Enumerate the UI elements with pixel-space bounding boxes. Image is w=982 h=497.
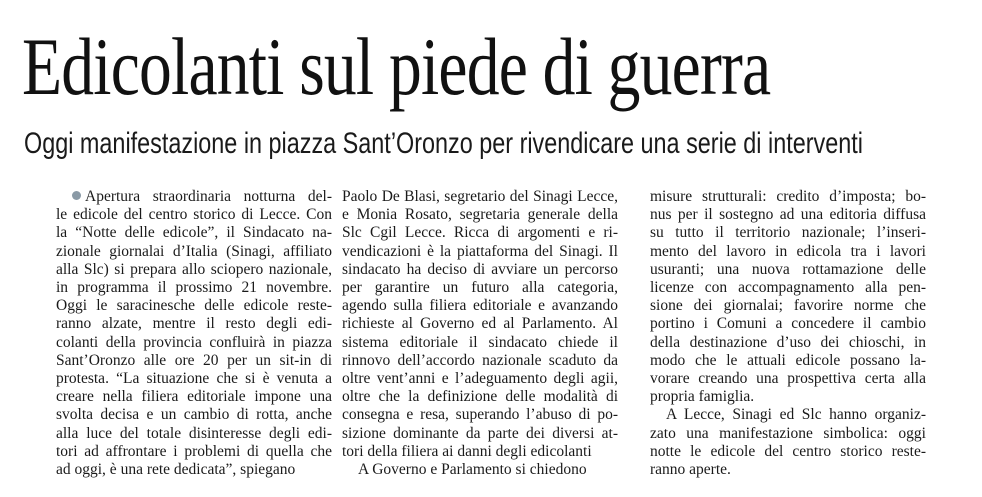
subheadline: Oggi manifestazione in piazza Sant’Oronzo per rivendicare una serie di interventi xyxy=(24,127,863,160)
article-text-line: licenze con accompagnamento alla pen- xyxy=(650,279,926,297)
article-text-line: Sant’Oronzo alle ore 20 per un sit-in di xyxy=(56,351,332,369)
article-text-line: Paolo De Blasi, segretario del Sinagi Lecce, xyxy=(342,188,618,205)
article-text-line: notte le edicole del centro storico reste- xyxy=(650,442,926,460)
article-text-line: protesta. “La situazione che si è venuta a xyxy=(56,370,332,388)
article-text-line: sione dei giornalai; favorire norme che xyxy=(650,297,926,315)
article-text-line: ranno aperte. xyxy=(650,461,731,479)
bullet-icon xyxy=(72,191,81,200)
article-text-line: propria famiglia. xyxy=(650,388,755,406)
article-text-line: della destinazione d’uso dei chioschi, in xyxy=(650,333,926,351)
article-text-line: Oggi le saracinesche delle edicole reste- xyxy=(56,297,332,315)
article-text-line: oltre vent’anni e l’adeguamento degli agii, xyxy=(342,370,618,388)
article-text-line: le edicole del centro storico di Lecce. Con xyxy=(56,206,332,224)
article-column-2 xyxy=(342,188,618,479)
headline: Edicolanti sul piede di guerra xyxy=(22,21,771,112)
article-text-line: zionale giornalai d’Italia (Sinagi, affiliato xyxy=(56,242,332,260)
article-text-line: colanti della provincia confluirà in piazza xyxy=(56,333,332,351)
article-text-line: richieste al Governo ed al Parlamento. Al xyxy=(342,315,618,333)
article-text-line: sistema editoriale il sindacato chiede il xyxy=(342,333,618,351)
article-text-line xyxy=(56,188,332,206)
article-text-line: ranno alzate, mentre il resto degli edi- xyxy=(56,315,332,333)
article-text-line: alla Slc) si prepara allo sciopero nazionale, xyxy=(56,260,332,278)
article-text-line: la “Notte delle edicole”, il Sindacato na- xyxy=(56,224,332,242)
article-text-line: sizione dominante da parte dei diversi at- xyxy=(342,424,618,442)
article-text-line: rinnovo dell’accordo nazionale scaduto da xyxy=(342,351,618,369)
article-text-line: creare nella filiera editoriale impone una xyxy=(56,388,332,406)
article-text-line: A Governo e Parlamento si chiedono xyxy=(358,461,587,479)
article-text-line: Slc Cgil Lecce. Ricca di argomenti e ri- xyxy=(342,224,618,242)
article-text-line: misure strutturali: credito d’imposta; bo- xyxy=(650,188,926,205)
article-text-line: portino i Comuni a concedere il cambio xyxy=(650,315,926,333)
article-text: Apertura straordinaria notturna del- xyxy=(85,188,332,205)
article-text-line: in programma il prossimo 21 novembre. xyxy=(56,279,332,297)
article-text-line: mento del lavoro in edicola tra i lavori xyxy=(650,242,926,260)
article-column-3 xyxy=(650,188,926,479)
article-text-line: nus per il sostegno ad una editoria diffusa xyxy=(650,206,926,224)
article-text-line: agendo sulla filiera editoriale e avanzando xyxy=(342,297,618,315)
article-text-line: modo che le attuali edicole possano la- xyxy=(650,351,926,369)
article-text-line: su tutto il territorio nazionale; l’inseri- xyxy=(650,224,926,242)
article-text-line: per garantire un futuro alla categoria, xyxy=(342,279,618,297)
article-text-line: ad oggi, è una rete dedicata”, spiegano xyxy=(56,461,296,479)
article-text-line: consegna e resa, superando l’abuso di po- xyxy=(342,406,618,424)
article-text-line: e Monia Rosato, segretaria generale della xyxy=(342,206,618,224)
article-text-line: sindacato ha deciso di avviare un percorso xyxy=(342,260,618,278)
article-text-line: vendicazioni è la piattaforma del Sinagi. Il xyxy=(342,242,618,260)
article-text-line: alla luce del totale disinteresse degli edi- xyxy=(56,424,332,442)
article-text-line: zato una manifestazione simbolica: oggi xyxy=(650,424,926,442)
article-text-line: A Lecce, Sinagi ed Slc hanno organiz- xyxy=(666,406,926,424)
article-text-line: tori della filiera ai danni degli edicolanti xyxy=(342,442,592,460)
article-text-line: tori ad affrontare i problemi di quella che xyxy=(56,442,332,460)
article-text-line: vorare creando una prospettiva certa alla xyxy=(650,370,926,388)
article-text-line: usuranti; una nuova rottamazione delle xyxy=(650,260,926,278)
article-text-line: oltre che la definizione delle modalità di xyxy=(342,388,618,406)
article-column-1 xyxy=(56,188,332,479)
article-text-line: svolta decisa e un cambio di rotta, anche xyxy=(56,406,332,424)
